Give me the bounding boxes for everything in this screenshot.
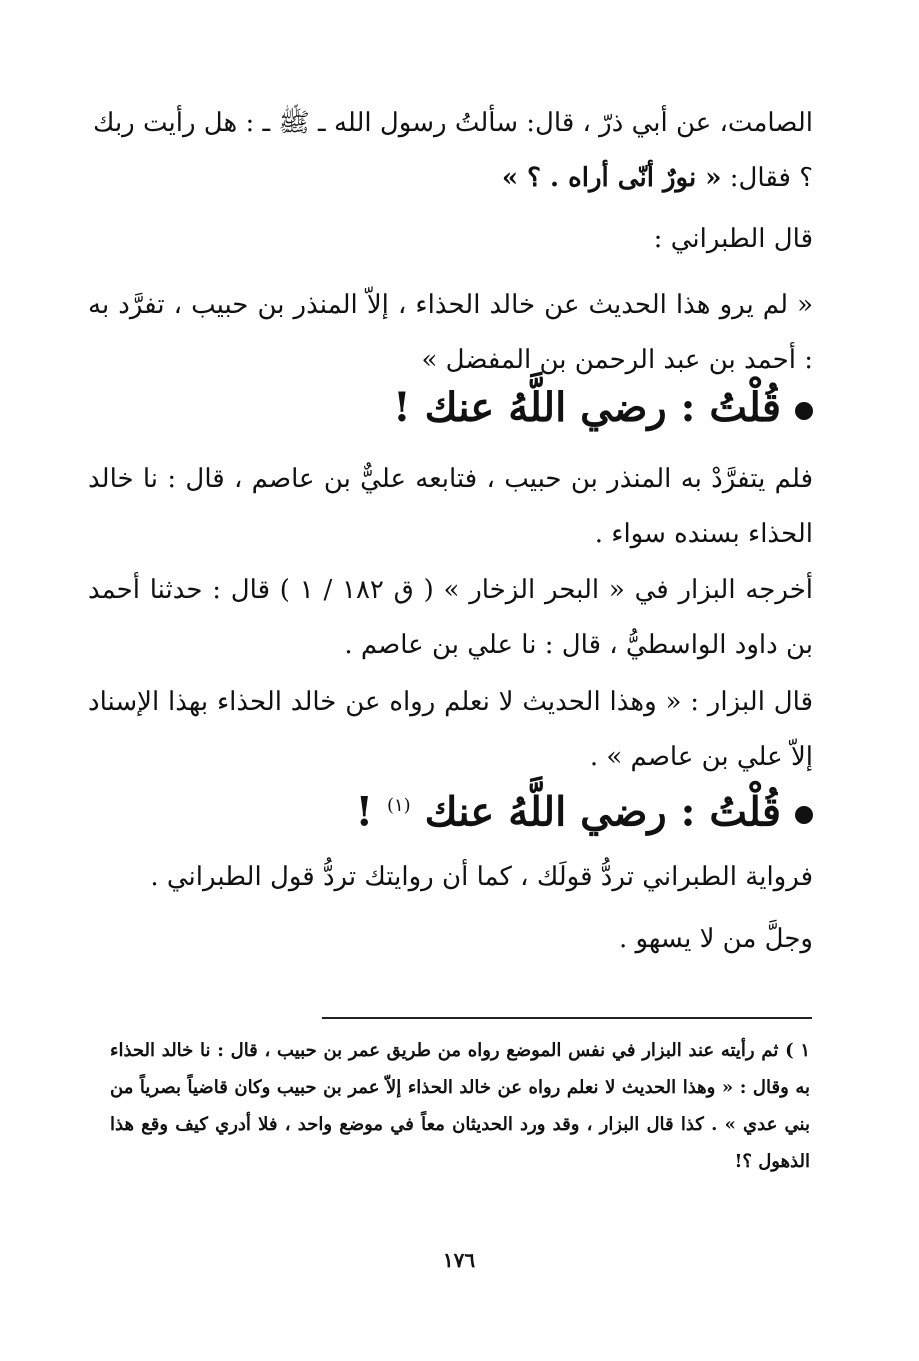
paragraph-hadith-text [88, 96, 813, 206]
page-number: ١٧٦ [442, 1248, 476, 1272]
hadith-quote: « نورٌ أنّى أراه . ؟ » [501, 163, 722, 193]
paragraph-tabarani-says: قال الطبراني : [653, 224, 813, 254]
bullet-icon [795, 402, 813, 420]
footnote-divider [322, 1017, 812, 1019]
paragraph-closing: وجلَّ من لا يسهو . [618, 924, 813, 954]
paragraph-line-2 [88, 151, 813, 206]
question-text: ؟ فقال: [721, 163, 813, 193]
heading-qultu-1 [88, 378, 813, 438]
footnote-reference[interactable]: (١) [386, 795, 411, 816]
paragraph-bazzar-says: قال البزار : « وهذا الحديث لا نعلم رواه عن خالد الحذاء بهذا الإسناد إلاّ علي بن عاصم » . [88, 687, 813, 772]
paragraph-bazzar-source: أخرجه البزار في « البحر الزخار » ( ق ١٨٢ / ١ ) قال : حدثنا أحمد بن داود الواسطيُّ ، قال : نا علي بن عاصم . [88, 575, 813, 660]
footnote-text: ١ ) ثم رأيته عند البزار في نفس الموضع رواه من طريق عمر بن حبيب ، قال : نا خالد الحذاء به وقال : « وهذا الحديث لا نعلم رواه عن خالد الحذاء إلاّ عمر بن حبيب وكان قاضياً بصرياً من بني عدي » . كذا قال البزار ، وقد ورد الحديثان معاً في موضع واحد ، فلا أدري كيف وقع هذا الذهول ؟! [110, 1040, 810, 1172]
heading-text: قُلْتُ : رضي اللَّهُ عنك [424, 788, 781, 836]
paragraph-tabaahu: فلم يتفرَّدْ به المنذر بن حبيب ، فتابعه عليٌّ بن عاصم ، قال : نا خالد الحذاء بسنده سواء . [88, 464, 813, 549]
heading-exclamation: ! [355, 788, 374, 836]
paragraph-conclusion: فرواية الطبراني تردُّ قولَك ، كما أن روايتك تردُّ قول الطبراني . [150, 862, 813, 892]
bullet-icon [795, 806, 813, 824]
heading-qultu-2 [88, 776, 813, 842]
heading-text: قُلْتُ : رضي اللَّهُ عنك ! [393, 384, 781, 431]
paragraph-tabarani-quote: « لم يرو هذا الحديث عن خالد الحذاء ، إلاّ المنذر بن حبيب ، تفرَّد به : أحمد بن عبد الرحمن بن المفضل » [88, 290, 813, 375]
paragraph-line-1: الصامت، عن أبي ذرّ ، قال: سألتُ رسول الله ـ ﷺ ـ : هل رأيت ربك [93, 108, 813, 138]
